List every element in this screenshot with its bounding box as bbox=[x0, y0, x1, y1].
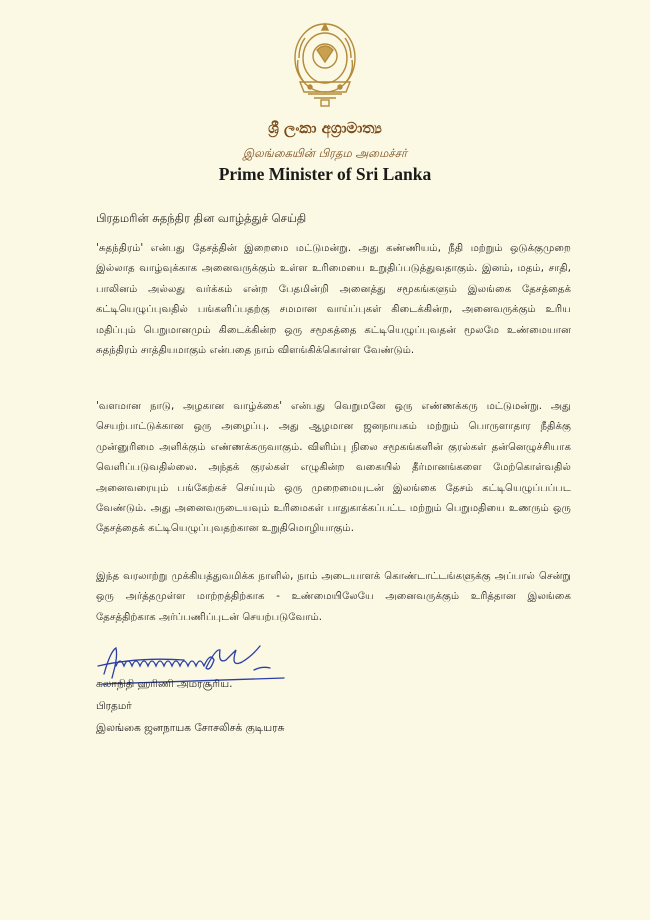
header-sinhala-title: ශ්‍රී ලංකා අග්‍රාමාත්‍ය bbox=[268, 119, 382, 137]
header-english-title: Prime Minister of Sri Lanka bbox=[218, 164, 432, 184]
message-title: பிரதமரின் சுதந்திர தின வாழ்த்துச் செய்தி bbox=[96, 211, 307, 225]
message-paragraph: 'வளமான நாடு, அழகான வாழ்க்கை' என்பது வெறுமனே ஒரு எண்ணக்கரு மட்டுமன்று. அது செயற்பாட்டுக்கான ஒரு அழைப்பு. அது ஆழமான ஜனநாயகம் மற்றும் பொருளாதார நீதிக்கு முன்னுரிமை அளிக்கும் எண்ணக்கருவாகும். விளிம்பு நிலை சமூகங்களின் குரல்கள் தன்னெழுச்சியாக வெளிப்படுவதில்லை. அந்தக் குரல்கள் எழுகின்ற வகையில் தீர்மானங்களை மேற்கொள்வதில் அனைவரையும் பங்கேற்கச் செய்யும் ஒரு முறைமையுடன் இலங்கை தேசம் கட்டியெழுப்பப்பட வேண்டும். அது அனைவருடையவும் உரிமைகள் பாதுகாக்கப்பட்ட மற்றும் பெறுமதியை உணரும் ஒரு தேசத்தைக் கட்டியெழுப்புவதற்கான உறுதிமொழியாகும். bbox=[96, 401, 571, 535]
message-paragraph: இந்த வரலாற்று முக்கியத்துவமிக்க நாளில், நாம் அடையாளக் கொண்டாட்டங்களுக்கு அப்பால் சென்று ஒரு அர்த்தமுள்ள மாற்றத்திற்காக - உண்மையிலேயே அனைவருக்கும் உரித்தான இலங்கை தேசத்திற்காக அர்ப்பணிப்புடன் செயற்படுவோம். bbox=[96, 571, 571, 623]
signatory-name: கலாநிதி ஹரிணி அமரசூரிய. bbox=[96, 678, 233, 690]
header-tamil-title: இலங்கையின் பிரதம அமைச்சர் bbox=[242, 146, 408, 160]
national-emblem-icon bbox=[290, 20, 360, 108]
signatory-country: இலங்கை ஜனநாயக சோசலிசக் குடியரசு bbox=[96, 722, 285, 734]
message-paragraph: 'சுதந்திரம்' என்பது தேசத்தின் இறைமை மட்டுமன்று. அது கண்ணியம், நீதி மற்றும் ஒடுக்குமுறை இல்லாத வாழ்வுக்காக அனைவருக்கும் உள்ள உரிமையை உறுதிப்படுத்துவதாகும். இனம், மதம், சாதி, பாலினம் அல்லது வர்க்கம் என்ற பேதமின்றி அனைத்து சமூகங்களும் இலங்கை தேசத்தைக் கட்டியெழுப்புவதில் பங்களிப்பதற்கு சமமான வாய்ப்புகள் கிடைக்கின்ற, அனைவருக்கும் உரிய மதிப்பும் பெறுமானமும் கிடைக்கின்ற ஒரு சமூகத்தை கட்டியெழுப்புவதன் மூலமே உண்மையான சுதந்திரம் சாத்தியமாகும் என்பதை நாம் விளங்கிக்கொள்ள வேண்டும். bbox=[96, 243, 571, 357]
signatory-title: பிரதமர் bbox=[96, 700, 132, 712]
